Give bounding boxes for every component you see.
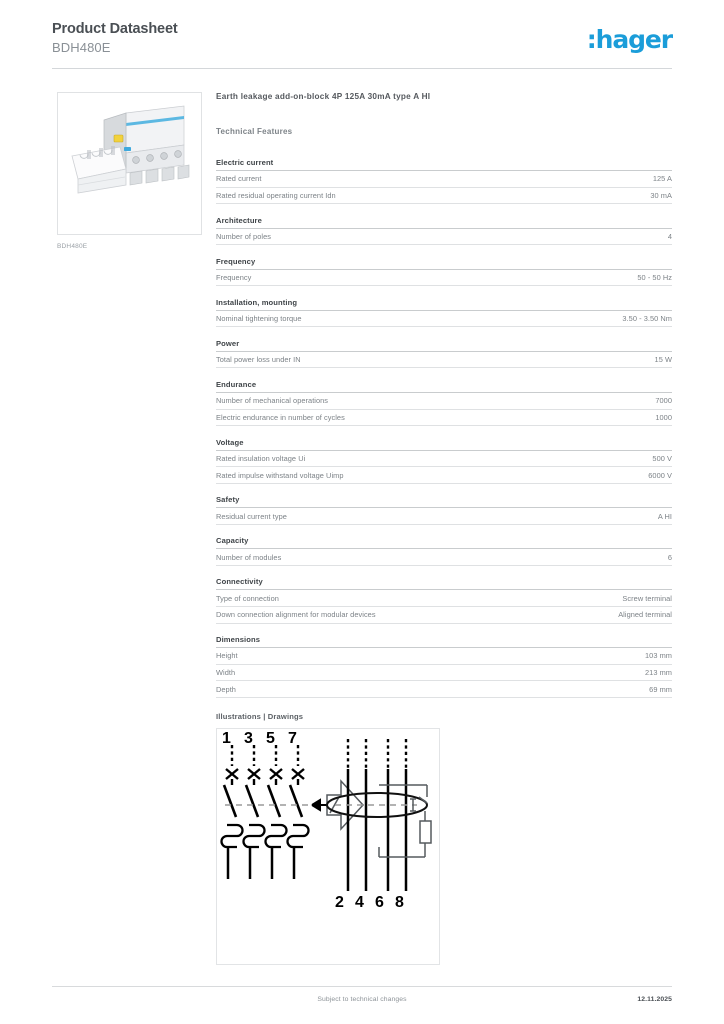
spec-label: Residual current type [216, 511, 287, 521]
spec-value: 6000 V [648, 470, 672, 480]
footer-date: 12.11.2025 [637, 996, 672, 1003]
spec-row [216, 270, 672, 287]
illustrations-heading: Illustrations | Drawings [216, 711, 304, 721]
spec-group [216, 298, 672, 328]
terminal-label-bottom-6: 6 [375, 893, 384, 911]
page-header [52, 20, 672, 68]
product-image-caption: BDH480E [57, 243, 88, 250]
spec-group [216, 158, 672, 204]
spec-row [216, 648, 672, 665]
spec-group-heading: Connectivity [216, 577, 672, 590]
spec-group-heading: Safety [216, 495, 672, 508]
spec-row [216, 590, 672, 607]
wiring-diagram-box [216, 728, 440, 965]
hager-logo: :hager [586, 25, 672, 54]
spec-row [216, 393, 672, 410]
spec-label: Rated residual operating current Idn [216, 190, 336, 200]
spec-value: 4 [667, 232, 672, 242]
terminal-label-bottom-8: 8 [395, 893, 404, 911]
specifications-table [216, 158, 672, 698]
product-description: Earth leakage add-on-block 4P 125A 30mA type A HI [216, 92, 431, 101]
spec-group [216, 536, 672, 566]
spec-row [216, 451, 672, 468]
terminal-label-top-7: 7 [288, 729, 297, 747]
spec-value: Aligned terminal [618, 610, 672, 620]
footer-divider [52, 986, 672, 987]
spec-value: 50 - 50 Hz [637, 273, 672, 283]
main-content [216, 92, 672, 965]
product-photo [58, 93, 201, 234]
spec-value: 6 [667, 552, 672, 562]
terminal-label-bottom-2: 2 [335, 893, 344, 911]
spec-label: Rated impulse withstand voltage Uimp [216, 470, 344, 480]
spec-row [216, 171, 672, 188]
spec-value: 213 mm [645, 668, 672, 678]
spec-label: Nominal tightening torque [216, 314, 302, 324]
product-image-panel [57, 92, 202, 235]
spec-label: Total power loss under IN [216, 355, 301, 365]
spec-group [216, 380, 672, 426]
spec-value: 30 mA [650, 190, 672, 200]
spec-label: Width [216, 668, 236, 678]
spec-value: A HI [657, 511, 672, 521]
spec-row [216, 607, 672, 624]
spec-group-heading: Endurance [216, 380, 672, 393]
terminal-label-bottom-4: 4 [355, 893, 364, 911]
spec-label: Number of modules [216, 552, 282, 562]
spec-value: 125 A [652, 174, 672, 184]
spec-group [216, 495, 672, 525]
spec-value: 69 mm [649, 684, 672, 694]
spec-value: 500 V [652, 454, 672, 464]
spec-label: Rated insulation voltage Ui [216, 454, 306, 464]
page-title: Product Datasheet [52, 21, 178, 37]
spec-value: 7000 [655, 396, 672, 406]
spec-label: Rated current [216, 174, 262, 184]
spec-value: Screw terminal [622, 593, 672, 603]
title-block [52, 20, 178, 56]
spec-row [216, 467, 672, 484]
spec-group [216, 216, 672, 246]
spec-row [216, 188, 672, 205]
spec-row [216, 508, 672, 525]
spec-group-heading: Voltage [216, 438, 672, 451]
spec-group-heading: Architecture [216, 216, 672, 229]
terminal-label-top-5: 5 [266, 729, 275, 747]
spec-group-heading: Electric current [216, 158, 672, 171]
spec-row [216, 352, 672, 369]
spec-group [216, 438, 672, 484]
spec-group [216, 635, 672, 698]
spec-row [216, 410, 672, 427]
spec-row [216, 549, 672, 566]
spec-value: 15 W [654, 355, 672, 365]
spec-label: Frequency [216, 273, 252, 283]
spec-value: 103 mm [645, 651, 672, 661]
spec-label: Number of poles [216, 232, 271, 242]
spec-label: Type of connection [216, 593, 279, 603]
spec-group-heading: Dimensions [216, 635, 672, 648]
spec-group [216, 577, 672, 623]
spec-label: Depth [216, 684, 236, 694]
spec-value: 1000 [655, 412, 672, 422]
footer-disclaimer: Subject to technical changes [317, 996, 407, 1003]
technical-features-heading: Technical Features [216, 127, 293, 136]
spec-label: Down connection alignment for modular devices [216, 610, 376, 620]
spec-label: Electric endurance in number of cycles [216, 412, 345, 422]
spec-group-heading: Power [216, 339, 672, 352]
terminal-label-top-3: 3 [244, 729, 253, 747]
page-footer [52, 996, 672, 1003]
spec-row [216, 229, 672, 246]
spec-label: Number of mechanical operations [216, 396, 329, 406]
product-reference: BDH480E [52, 40, 111, 55]
spec-label: Height [216, 651, 238, 661]
spec-group-heading: Frequency [216, 257, 672, 270]
terminal-label-top-1: 1 [222, 729, 231, 747]
wiring-schematic [217, 729, 439, 964]
spec-group [216, 257, 672, 287]
spec-group [216, 339, 672, 369]
spec-row [216, 665, 672, 682]
spec-row [216, 681, 672, 698]
header-divider [52, 68, 672, 69]
spec-row [216, 311, 672, 328]
spec-value: 3.50 - 3.50 Nm [622, 314, 672, 324]
spec-group-heading: Installation, mounting [216, 298, 672, 311]
spec-group-heading: Capacity [216, 536, 672, 549]
